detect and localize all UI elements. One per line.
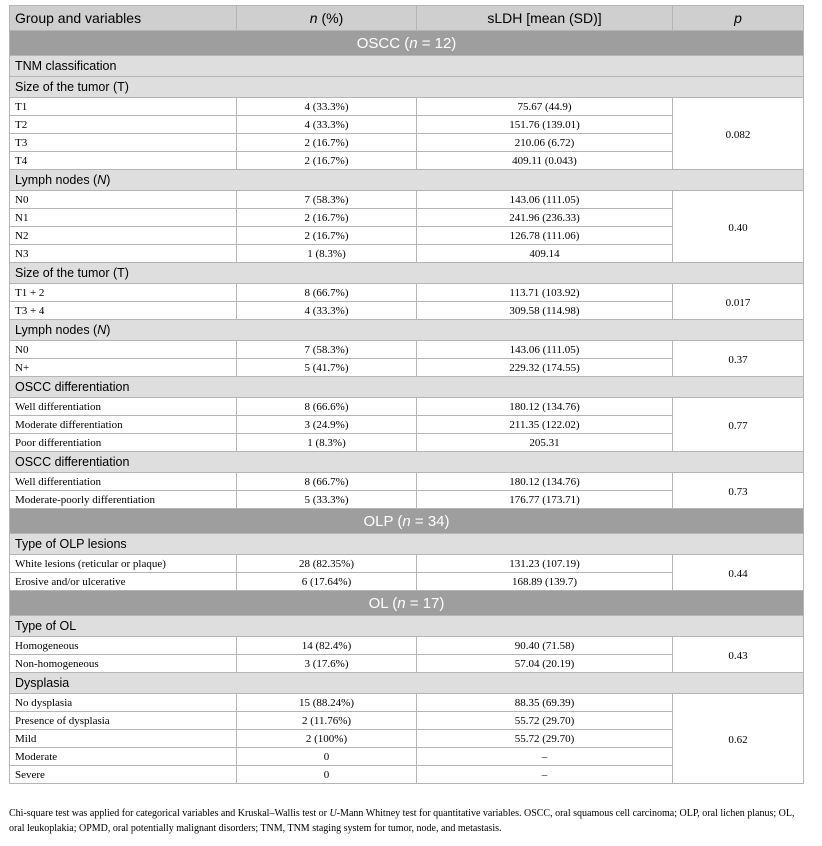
p-value: 0.62 [673, 694, 804, 784]
row-n: 2 (16.7%) [237, 209, 417, 227]
row-n: 6 (17.64%) [237, 573, 417, 591]
row-label: Presence of dysplasia [10, 712, 237, 730]
row-n: 3 (17.6%) [237, 655, 417, 673]
row-ldh: 211.35 (122.02) [417, 416, 673, 434]
section-row [10, 320, 804, 341]
row-n: 2 (16.7%) [237, 227, 417, 245]
section-label [10, 170, 804, 191]
row-n: 2 (11.76%) [237, 712, 417, 730]
row-n: 0 [237, 748, 417, 766]
group-row-olp [10, 509, 804, 534]
group-n-italic: n [397, 594, 406, 612]
p-value: 0.44 [673, 555, 804, 591]
row-label: Moderate-poorly differentiation [10, 491, 237, 509]
header-p-italic: p [734, 10, 742, 26]
row-ldh: 57.04 (20.19) [417, 655, 673, 673]
table-row [10, 637, 804, 655]
footnote-italic-u: U [329, 808, 337, 819]
row-ldh: 90.40 (71.58) [417, 637, 673, 655]
row-n: 4 (33.3%) [237, 302, 417, 320]
row-ldh: 210.06 (6.72) [417, 134, 673, 152]
p-value: 0.73 [673, 473, 804, 509]
table-row [10, 284, 804, 302]
row-ldh: 55.72 (29.70) [417, 730, 673, 748]
row-n: 8 (66.7%) [237, 284, 417, 302]
p-value: 0.37 [673, 341, 804, 377]
row-ldh: – [417, 748, 673, 766]
row-label: Poor differentiation [10, 434, 237, 452]
section-label: Size of the tumor (T) [10, 77, 804, 98]
row-ldh: 126.78 (111.06) [417, 227, 673, 245]
row-n: 4 (33.3%) [237, 116, 417, 134]
p-value: 0.77 [673, 398, 804, 452]
header-group-variables: Group and variables [10, 6, 237, 31]
table-row [10, 555, 804, 573]
table-row [10, 398, 804, 416]
sldh-table [9, 5, 804, 784]
row-label: T3 + 4 [10, 302, 237, 320]
row-ldh: 131.23 (107.19) [417, 555, 673, 573]
row-label: T1 [10, 98, 237, 116]
section-row [10, 616, 804, 637]
row-n: 5 (33.3%) [237, 491, 417, 509]
group-label-ol [10, 591, 804, 616]
row-n: 15 (88.24%) [237, 694, 417, 712]
group-text: = 17) [405, 594, 445, 612]
row-ldh: 205.31 [417, 434, 673, 452]
section-label: Type of OLP lesions [10, 534, 804, 555]
row-n: 1 (8.3%) [237, 245, 417, 263]
row-n: 0 [237, 766, 417, 784]
header-n-percent [237, 6, 417, 31]
row-n: 1 (8.3%) [237, 434, 417, 452]
row-ldh: 55.72 (29.70) [417, 712, 673, 730]
group-text: OLP ( [363, 512, 403, 530]
section-label: OSCC differentiation [10, 377, 804, 398]
group-text: = 12) [417, 34, 457, 52]
row-n: 5 (41.7%) [237, 359, 417, 377]
row-label: Well differentiation [10, 473, 237, 491]
p-value: 0.43 [673, 637, 804, 673]
row-n: 3 (24.9%) [237, 416, 417, 434]
section-italic: N [97, 173, 107, 187]
section-row [10, 673, 804, 694]
row-label: Well differentiation [10, 398, 237, 416]
table-row [10, 694, 804, 712]
row-ldh: 88.35 (69.39) [417, 694, 673, 712]
section-row [10, 534, 804, 555]
row-ldh: 241.96 (236.33) [417, 209, 673, 227]
header-row [10, 6, 804, 31]
row-n: 2 (16.7%) [237, 134, 417, 152]
group-text: OL ( [368, 594, 398, 612]
row-ldh: 309.58 (114.98) [417, 302, 673, 320]
row-n: 8 (66.7%) [237, 473, 417, 491]
row-ldh: 409.11 (0.043) [417, 152, 673, 170]
row-n: 2 (16.7%) [237, 152, 417, 170]
row-label: Homogeneous [10, 637, 237, 655]
row-label: Mild [10, 730, 237, 748]
row-label: No dysplasia [10, 694, 237, 712]
row-label: Moderate [10, 748, 237, 766]
table-row [10, 341, 804, 359]
section-row [10, 263, 804, 284]
table-row [10, 191, 804, 209]
row-label: N+ [10, 359, 237, 377]
group-text: OSCC ( [356, 34, 410, 52]
group-label-olp [10, 509, 804, 534]
section-label: TNM classification [10, 56, 804, 77]
row-ldh: 75.67 (44.9) [417, 98, 673, 116]
footnote-text: Chi-square test was applied for categorical variables and Kruskal–Wallis test or [9, 808, 330, 819]
p-value: 0.40 [673, 191, 804, 263]
row-label: N0 [10, 191, 237, 209]
row-label: N1 [10, 209, 237, 227]
table-body [10, 31, 804, 784]
table-row [10, 98, 804, 116]
row-ldh: 143.06 (111.05) [417, 341, 673, 359]
group-n-italic: n [409, 34, 418, 52]
section-row [10, 377, 804, 398]
row-n: 8 (66.6%) [237, 398, 417, 416]
row-ldh: 168.89 (139.7) [417, 573, 673, 591]
row-n: 14 (82.4%) [237, 637, 417, 655]
row-ldh: 409.14 [417, 245, 673, 263]
header-n-rest: (%) [317, 10, 344, 26]
row-n: 7 (58.3%) [237, 191, 417, 209]
section-text: Lymph nodes ( [15, 173, 98, 187]
row-label: T1 + 2 [10, 284, 237, 302]
header-p [673, 6, 804, 31]
header-n-italic: n [309, 10, 318, 26]
row-label: N2 [10, 227, 237, 245]
section-row [10, 77, 804, 98]
section-label: Type of OL [10, 616, 804, 637]
group-row-ol [10, 591, 804, 616]
group-row-oscc [10, 31, 804, 56]
row-n: 2 (100%) [237, 730, 417, 748]
row-label: N3 [10, 245, 237, 263]
row-n: 7 (58.3%) [237, 341, 417, 359]
table-row [10, 473, 804, 491]
group-text: = 34) [410, 512, 450, 530]
section-italic: N [97, 323, 107, 337]
row-label: Erosive and/or ulcerative [10, 573, 237, 591]
table-footnote [9, 806, 809, 836]
section-row-tnm [10, 56, 804, 77]
row-ldh: 229.32 (174.55) [417, 359, 673, 377]
row-label: T2 [10, 116, 237, 134]
row-n: 4 (33.3%) [237, 98, 417, 116]
row-label: Moderate differentiation [10, 416, 237, 434]
section-text: ) [106, 173, 111, 187]
row-ldh: 180.12 (134.76) [417, 398, 673, 416]
row-label: Non-homogeneous [10, 655, 237, 673]
row-ldh: 180.12 (134.76) [417, 473, 673, 491]
header-sldh: sLDH [mean (SD)] [417, 6, 673, 31]
section-label [10, 320, 804, 341]
group-label-oscc [10, 31, 804, 56]
row-label: T3 [10, 134, 237, 152]
section-text: ) [106, 323, 111, 337]
row-ldh: – [417, 766, 673, 784]
row-ldh: 151.76 (139.01) [417, 116, 673, 134]
section-row [10, 452, 804, 473]
group-n-italic: n [402, 512, 411, 530]
footnote-text: -Mann Whitney test for quantitative variables. OSCC, oral squamous cell carcinoma; OLP, oral lichen planus; OL, oral leukoplakia; OPMD, oral potentially malignant disorders; TNM, TNM staging system for tumor, node, and metastasis. [9, 808, 795, 834]
section-text: Lymph nodes ( [15, 323, 98, 337]
section-row [10, 170, 804, 191]
section-label: Size of the tumor (T) [10, 263, 804, 284]
row-label: Severe [10, 766, 237, 784]
row-ldh: 113.71 (103.92) [417, 284, 673, 302]
section-label: Dysplasia [10, 673, 804, 694]
p-value: 0.082 [673, 98, 804, 170]
section-label: OSCC differentiation [10, 452, 804, 473]
p-value: 0.017 [673, 284, 804, 320]
row-ldh: 176.77 (173.71) [417, 491, 673, 509]
row-n: 28 (82.35%) [237, 555, 417, 573]
row-label: N0 [10, 341, 237, 359]
row-label: T4 [10, 152, 237, 170]
row-ldh: 143.06 (111.05) [417, 191, 673, 209]
row-label: White lesions (reticular or plaque) [10, 555, 237, 573]
